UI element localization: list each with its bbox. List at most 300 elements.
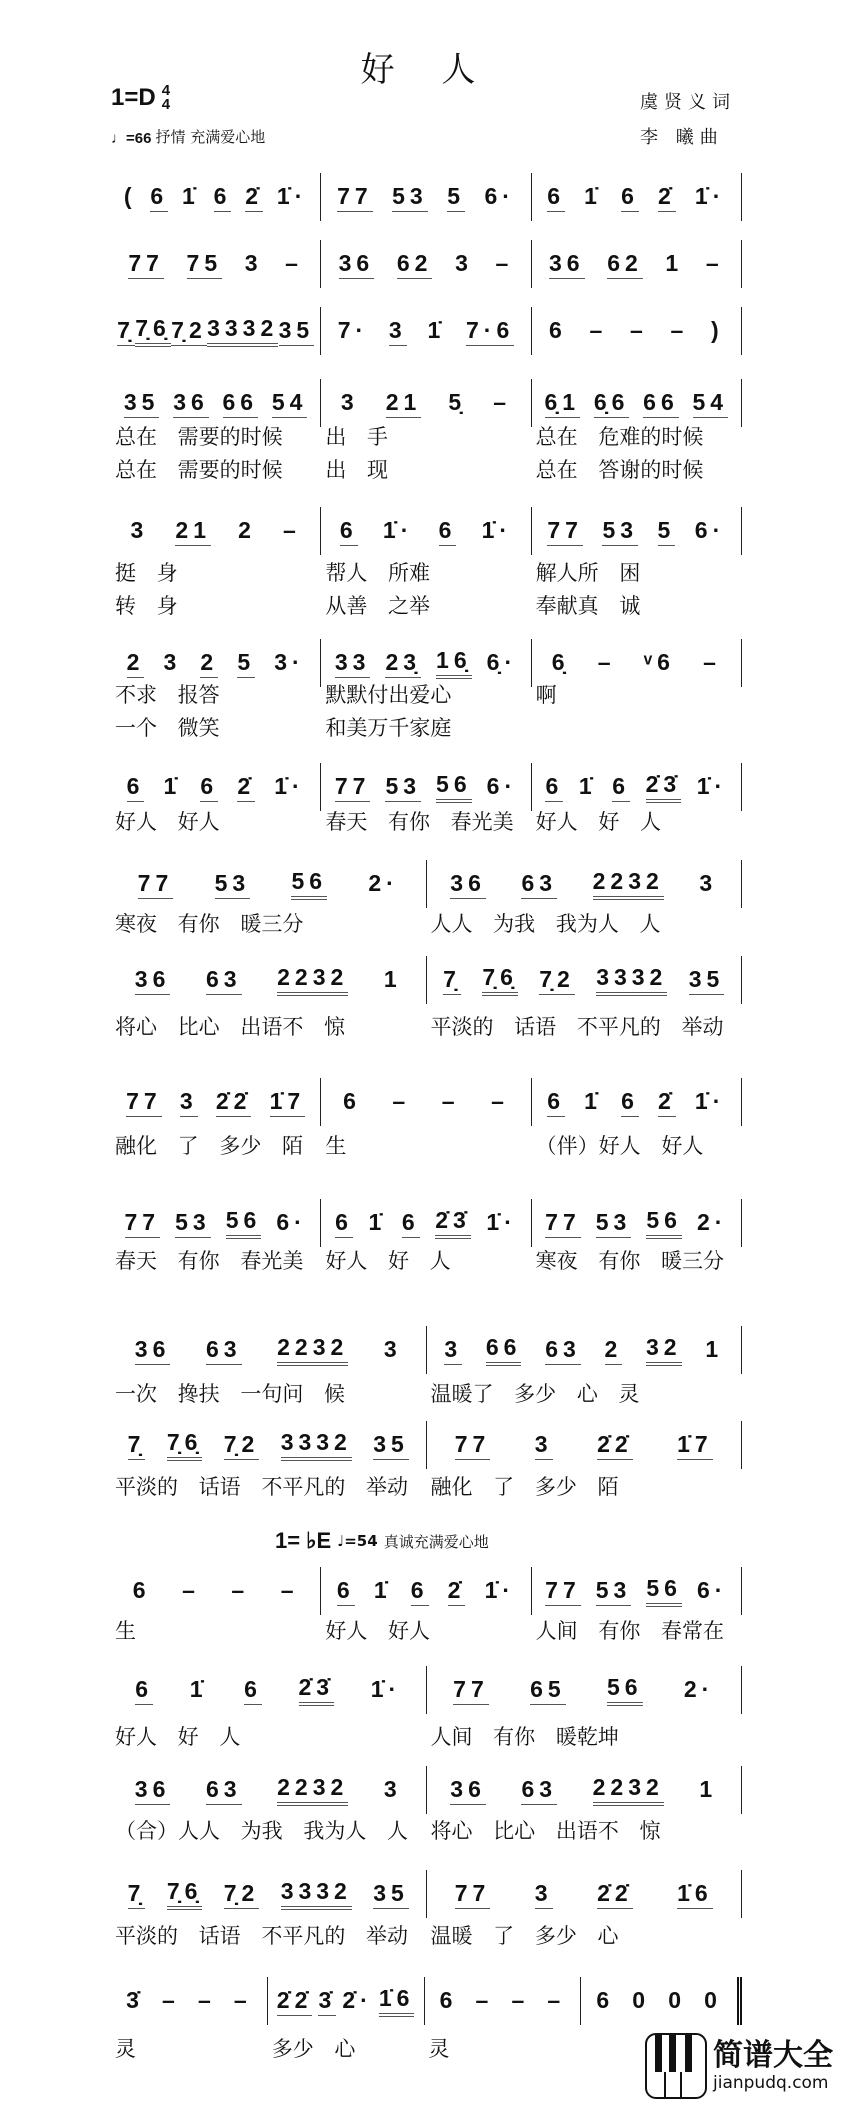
note-group: 7̣ xyxy=(128,1880,146,1909)
score-row xyxy=(111,1199,742,1273)
note-group: 1̇7 xyxy=(677,1431,713,1460)
score-row xyxy=(111,173,742,221)
note-group: 53 xyxy=(385,773,421,802)
note-group: 0 xyxy=(704,1987,722,2013)
measures xyxy=(111,1766,742,1843)
measure xyxy=(532,763,742,834)
note-group: 6 xyxy=(621,1088,639,1117)
note-group: 3· xyxy=(274,649,305,675)
measure xyxy=(111,1421,427,1499)
note-group: 6 xyxy=(621,183,639,212)
note-group: 2232 xyxy=(593,1774,664,1806)
note-group: 6 xyxy=(439,517,457,546)
note-group: 3 xyxy=(130,517,149,543)
note-group: 56 xyxy=(436,771,472,803)
lyric-line: 总在 答谢的时候 xyxy=(535,458,704,482)
measures xyxy=(111,1199,742,1273)
note-group: 23̣ xyxy=(385,649,421,678)
measure xyxy=(111,763,321,834)
lyric-line: 从善 之举 xyxy=(325,594,431,618)
lyric-line: 一个 微笑 xyxy=(115,716,220,740)
measure xyxy=(111,639,321,740)
note-group: 3 xyxy=(535,1880,553,1909)
measures xyxy=(111,956,742,1039)
measure xyxy=(427,1421,743,1499)
measure xyxy=(532,1567,742,1643)
score-row xyxy=(111,507,742,618)
note-group: 5̣ xyxy=(448,389,467,415)
note-group: 36 xyxy=(135,1336,171,1365)
measure xyxy=(321,307,531,355)
note-group: 33 xyxy=(335,649,371,678)
measure xyxy=(111,1766,427,1843)
note-group: 3 xyxy=(340,389,359,415)
note-group: 3332 xyxy=(207,315,278,347)
lyric-line: 多少 心 xyxy=(271,2037,356,2061)
note-group: 6 xyxy=(411,1577,429,1606)
note-group: – xyxy=(670,317,689,343)
measure xyxy=(111,1199,321,1273)
note-group: 2 xyxy=(127,649,145,678)
note-group: 2̇ xyxy=(658,1088,676,1117)
note-group: 32 xyxy=(646,1334,682,1366)
note-group: 2̇ xyxy=(658,183,676,212)
note-group: 2̇ xyxy=(245,183,263,212)
measure xyxy=(111,1870,427,1948)
score-row xyxy=(111,379,742,482)
lyric-line: 融化 了 多少 陌 xyxy=(430,1475,619,1499)
note-group: 1̇· xyxy=(370,1676,402,1702)
note-group: 6 xyxy=(340,517,358,546)
note-group: 2 xyxy=(200,649,218,678)
measure xyxy=(532,507,742,618)
lyric-line: 出 现 xyxy=(325,458,389,482)
lyric-line: 春天 有你 春光美 xyxy=(325,810,514,834)
note-group: – xyxy=(495,250,514,276)
measures xyxy=(111,240,742,288)
lyric-line: 平淡的 话语 不平凡的 举动 xyxy=(115,1475,409,1499)
tempo-marking xyxy=(111,126,265,147)
note-group: 36 xyxy=(450,1776,486,1805)
composer-credit: 李 曦曲 xyxy=(640,127,724,148)
note-group: 7· xyxy=(337,317,369,343)
time-signature xyxy=(162,84,170,112)
measure xyxy=(532,1078,742,1158)
note-group: – xyxy=(475,1987,494,2013)
note-group: 1̇· xyxy=(276,183,308,209)
measure xyxy=(111,860,427,936)
note-group: 6· xyxy=(276,1209,307,1235)
note-group: 21 xyxy=(175,517,211,546)
note-group: 1̇ xyxy=(584,1088,602,1114)
note-group: 63 xyxy=(206,1336,242,1365)
note-group: 1̇ xyxy=(427,317,446,343)
measure xyxy=(111,1977,268,2061)
note-group: 63 xyxy=(206,1776,242,1805)
note-group: – xyxy=(703,649,721,675)
measures xyxy=(111,763,742,834)
note-group: 5 xyxy=(658,517,676,546)
note-group: 56 xyxy=(607,1674,643,1706)
key-change-marking xyxy=(275,1528,489,1554)
note-group: 77 xyxy=(126,1088,162,1117)
lyric-line: 寒夜 有你 暖三分 xyxy=(535,1249,725,1273)
note-group: 2̇ xyxy=(448,1577,466,1606)
measures xyxy=(111,307,742,355)
note-group: 1̇· xyxy=(274,773,305,799)
lyric-line: 挺 身 xyxy=(115,561,178,585)
note-group: 63 xyxy=(521,870,557,899)
lyric-line: 平淡的 话语 不平凡的 举动 xyxy=(430,1015,724,1039)
note-group: 53 xyxy=(215,870,251,899)
note-group: 35 xyxy=(689,966,725,995)
note-group: 2232 xyxy=(277,1334,348,1366)
note-group: 36 xyxy=(549,250,585,279)
note-group: ᵛ6 xyxy=(643,649,675,675)
note-group: 36 xyxy=(450,870,486,899)
note-group: 77 xyxy=(545,1209,581,1238)
lyric-line: 灵 xyxy=(428,2037,450,2061)
note-group: 77 xyxy=(455,1880,491,1909)
note-group: – xyxy=(589,317,608,343)
key-label: 1=D xyxy=(111,84,156,111)
measure xyxy=(111,1326,427,1406)
note-group: 1 xyxy=(705,1336,724,1362)
note-group: 6 xyxy=(547,183,565,212)
score-row xyxy=(111,956,742,1039)
note-group: 2̇ xyxy=(237,773,255,802)
note-group: 3 xyxy=(389,317,407,346)
measure xyxy=(111,507,321,618)
lyric-line: 好人 好人 xyxy=(325,1619,431,1643)
tempo-value: ♩=66 xyxy=(111,130,152,147)
lyric-line: 平淡的 话语 不平凡的 举动 xyxy=(115,1924,409,1948)
measure xyxy=(321,1567,531,1643)
lyric-line: 生 xyxy=(325,1134,347,1158)
note-group: 3332 xyxy=(281,1878,352,1910)
note-group: 1̇ xyxy=(182,183,200,209)
note-group: 7̣2 xyxy=(224,1880,260,1909)
note-group: 2̇2̇ xyxy=(216,1088,252,1117)
note-group: 7̣6̣ xyxy=(482,964,518,996)
note-group: 53 xyxy=(392,183,428,212)
note-group: – xyxy=(182,1577,200,1603)
note-group: – xyxy=(705,250,724,276)
note-group: 35 xyxy=(373,1880,409,1909)
lyric-line: 出 手 xyxy=(325,425,389,449)
measure xyxy=(532,639,742,707)
measure xyxy=(532,173,742,221)
note-group: 3 xyxy=(699,870,718,896)
note-group: 2̇3̇ xyxy=(299,1674,335,1706)
measure xyxy=(427,1766,743,1843)
note-group: 6 xyxy=(150,183,168,212)
note-group: 77 xyxy=(138,870,174,899)
song-title: 好 人 xyxy=(360,50,494,90)
key-change-expression: 真诚充满爱心地 xyxy=(383,1532,489,1551)
note-group: – xyxy=(493,389,512,415)
note-group: 1 xyxy=(383,966,402,992)
note-group: ) xyxy=(710,317,724,343)
lyric-line: 春天 有你 春光美 xyxy=(115,1249,304,1273)
measures xyxy=(111,1326,742,1406)
note-group: 77 xyxy=(455,1431,491,1460)
note-group: 56 xyxy=(291,868,327,900)
note-group: 1̇ xyxy=(189,1676,208,1702)
note-group: 6· xyxy=(486,773,518,799)
note-group: 6 xyxy=(132,1577,151,1603)
lyric-line: 奉献真 诚 xyxy=(535,594,641,618)
note-group: 2̇2̇ xyxy=(277,1987,313,2016)
lyric-line: 啊 xyxy=(535,683,557,707)
note-group: 35 xyxy=(124,389,160,418)
note-group: 2232 xyxy=(593,868,664,900)
note-group: 2̇· xyxy=(342,1987,373,2013)
note-group: 36 xyxy=(135,966,171,995)
score-row xyxy=(111,1078,742,1158)
note-group: 66 xyxy=(486,1334,522,1366)
measures xyxy=(111,1977,742,2061)
note-group: 2· xyxy=(683,1676,715,1702)
logo-name: 简谱大全 xyxy=(713,2038,833,2073)
score-row xyxy=(111,1666,742,1749)
measure xyxy=(532,379,742,482)
note-group: 35 xyxy=(373,1431,409,1460)
note-group: 36 xyxy=(173,389,209,418)
note-group: 77 xyxy=(337,183,373,212)
lyric-line: 融化 了 多少 陌 xyxy=(115,1134,304,1158)
measure xyxy=(111,1567,321,1643)
note-group: 63 xyxy=(521,1776,557,1805)
measure xyxy=(111,307,321,355)
key-change-flat: ♭E xyxy=(306,1528,332,1553)
note-group: 6 xyxy=(402,1209,420,1238)
note-group: 65 xyxy=(530,1676,566,1705)
score-row xyxy=(111,1977,742,2061)
lyric-line: 好人 好 人 xyxy=(115,1725,241,1749)
measures xyxy=(111,1567,742,1643)
measures xyxy=(111,860,742,936)
note-group: 7̣ xyxy=(443,966,461,995)
measures xyxy=(111,507,742,618)
note-group: 0 xyxy=(668,1987,686,2013)
measure xyxy=(321,240,531,288)
note-group: – xyxy=(597,649,616,675)
note-group: – xyxy=(197,1987,216,2013)
note-group: 63 xyxy=(545,1336,581,1365)
measure xyxy=(321,173,531,221)
note-group: 7̣6̣ xyxy=(167,1878,203,1910)
note-group: 2̇3̇ xyxy=(646,771,682,803)
measure xyxy=(111,379,321,482)
note-group: 1̇ xyxy=(163,773,182,799)
note-group: 6 xyxy=(343,1088,361,1114)
note-group: 66 xyxy=(643,389,679,418)
measure xyxy=(111,173,321,221)
note-group: – xyxy=(231,1577,250,1603)
note-group: 3 xyxy=(244,250,263,276)
measure xyxy=(321,507,531,618)
score-row xyxy=(111,1567,742,1643)
lyric-line: 人间 有你 春常在 xyxy=(535,1619,725,1643)
measure xyxy=(111,1078,321,1158)
note-group: – xyxy=(392,1088,411,1114)
note-group: 7̣2 xyxy=(171,317,207,346)
note-group: 7·6 xyxy=(466,317,514,346)
note-group: 6· xyxy=(484,183,515,209)
lyric-line: 人人 为我 我为人 人 xyxy=(430,912,661,936)
measures xyxy=(111,1421,742,1499)
note-group: 1̇· xyxy=(382,517,414,543)
note-group: – xyxy=(280,1577,299,1603)
note-group: 77 xyxy=(453,1676,489,1705)
note-group: 3 xyxy=(180,1088,198,1117)
note-group: 1̇· xyxy=(484,1577,516,1603)
note-group: 6 xyxy=(545,773,563,802)
note-group: 66 xyxy=(223,389,259,418)
measure xyxy=(321,1078,531,1158)
note-group: 3 xyxy=(444,1336,462,1365)
logo-url: jianpudq.com xyxy=(713,2073,829,2093)
note-group: 6· xyxy=(696,1577,728,1603)
note-group: – xyxy=(285,250,303,276)
note-group: 5 xyxy=(237,649,255,678)
note-group: 1̇6 xyxy=(379,1985,415,2017)
note-group: 2̇2̇ xyxy=(597,1880,633,1909)
score-row xyxy=(111,1766,742,1843)
note-group: 7̣2 xyxy=(224,1431,260,1460)
key-change-label: 1= xyxy=(275,1528,301,1553)
note-group: 77 xyxy=(335,773,371,802)
note-group: 6 xyxy=(549,317,567,343)
score-row xyxy=(111,1421,742,1499)
note-group: 6 xyxy=(612,773,630,802)
lyric-line: 生 xyxy=(115,1619,136,1643)
note-group: 53 xyxy=(596,1209,632,1238)
note-group: 3̇ xyxy=(126,1987,144,2013)
note-group: – xyxy=(511,1987,530,2013)
lyric-line: 将心 比心 出语不 惊 xyxy=(430,1819,661,1843)
piano-keys-icon xyxy=(645,2033,707,2099)
lyric-line: 一次 搀扶 一句问 候 xyxy=(115,1382,346,1406)
note-group: 3 xyxy=(383,1336,402,1362)
note-group: 6̣ xyxy=(551,649,570,675)
site-logo[interactable] xyxy=(645,2030,854,2102)
note-group: 3 xyxy=(455,250,473,276)
measure xyxy=(427,1326,743,1406)
lyric-line: 人间 有你 暖乾坤 xyxy=(430,1725,619,1749)
note-group: 3332 xyxy=(281,1429,352,1461)
note-group: 77 xyxy=(547,517,583,546)
note-group: 53 xyxy=(602,517,638,546)
note-group: 35 xyxy=(279,317,315,346)
measure xyxy=(321,639,531,740)
note-group: 1̇ xyxy=(584,183,602,209)
note-group: 2232 xyxy=(277,1774,348,1806)
lyric-line: 总在 需要的时候 xyxy=(115,425,283,449)
note-group: 1̇· xyxy=(481,517,513,543)
measure xyxy=(532,240,742,288)
lyric-line: 解人所 困 xyxy=(535,561,641,585)
note-group: 6 xyxy=(244,1676,262,1705)
measure xyxy=(111,956,427,1039)
note-group: 54 xyxy=(272,389,308,418)
note-group: 5 xyxy=(447,183,465,212)
note-group: 2̇3̇ xyxy=(435,1207,471,1239)
lyric-line: 帮人 所难 xyxy=(325,561,431,585)
score-row xyxy=(111,1326,742,1406)
note-group: 53 xyxy=(175,1209,211,1238)
lyric-line: 寒夜 有你 暖三分 xyxy=(115,912,304,936)
note-group: 2232 xyxy=(277,964,348,996)
note-group: 1̇· xyxy=(696,773,728,799)
note-group: 6̣· xyxy=(486,649,518,675)
note-group: 6 xyxy=(337,1577,355,1606)
note-group: ( xyxy=(123,183,137,209)
lyric-line: 温暖了 多少 心 灵 xyxy=(430,1382,640,1406)
note-group: – xyxy=(547,1987,566,2013)
measure xyxy=(581,1977,742,2025)
score-row xyxy=(111,307,742,355)
note-group: 54 xyxy=(693,389,729,418)
note-group: 1̇ xyxy=(368,1209,387,1235)
measures xyxy=(111,639,742,740)
key-change-tempo: ♩=54 xyxy=(337,1532,378,1550)
note-group: 1̇ xyxy=(373,1577,392,1603)
note-group: 36 xyxy=(135,1776,171,1805)
note-group: 7̣2 xyxy=(539,966,575,995)
note-group: 56 xyxy=(646,1575,682,1607)
note-group: 1̇ xyxy=(578,773,597,799)
note-group: 1 xyxy=(665,250,684,276)
note-group: 6 xyxy=(200,773,218,802)
lyric-line: 和美万千家庭 xyxy=(325,716,452,740)
note-group: 75 xyxy=(187,250,223,279)
note-group: 77 xyxy=(128,250,164,279)
note-group: – xyxy=(233,1987,252,2013)
measure xyxy=(268,1977,425,2061)
note-group: 6 xyxy=(214,183,232,212)
measure xyxy=(425,1977,582,2061)
note-group: 7̣ xyxy=(117,317,135,346)
measure xyxy=(111,1666,427,1749)
lyric-line: （合）人人 为我 我为人 人 xyxy=(115,1819,409,1843)
note-group: 56 xyxy=(646,1207,682,1239)
note-group: – xyxy=(282,517,301,543)
note-group: 2 xyxy=(605,1336,623,1365)
note-group: 3 xyxy=(163,649,182,675)
note-group: 7̣6̣ xyxy=(167,1429,203,1461)
note-group: 7̣ xyxy=(128,1431,146,1460)
note-group: 36 xyxy=(339,250,375,279)
measures xyxy=(111,173,742,221)
note-group: 7̣6̣ xyxy=(135,315,171,347)
measures xyxy=(111,1078,742,1158)
lyric-line: 将心 比心 出语不 惊 xyxy=(115,1015,346,1039)
lyric-line: 转 身 xyxy=(115,594,178,618)
measure xyxy=(532,307,742,355)
note-group: 63 xyxy=(206,966,242,995)
lyric-line: 好人 好 人 xyxy=(325,1249,451,1273)
lyric-line: 总在 危难的时候 xyxy=(535,425,704,449)
note-group: 62 xyxy=(397,250,433,279)
measure xyxy=(111,240,321,288)
measures xyxy=(111,379,742,482)
time-top: 4 xyxy=(161,82,171,99)
measures xyxy=(111,1870,742,1948)
expression-text: 抒情 充满爱心地 xyxy=(155,128,266,146)
measures xyxy=(111,1666,742,1749)
